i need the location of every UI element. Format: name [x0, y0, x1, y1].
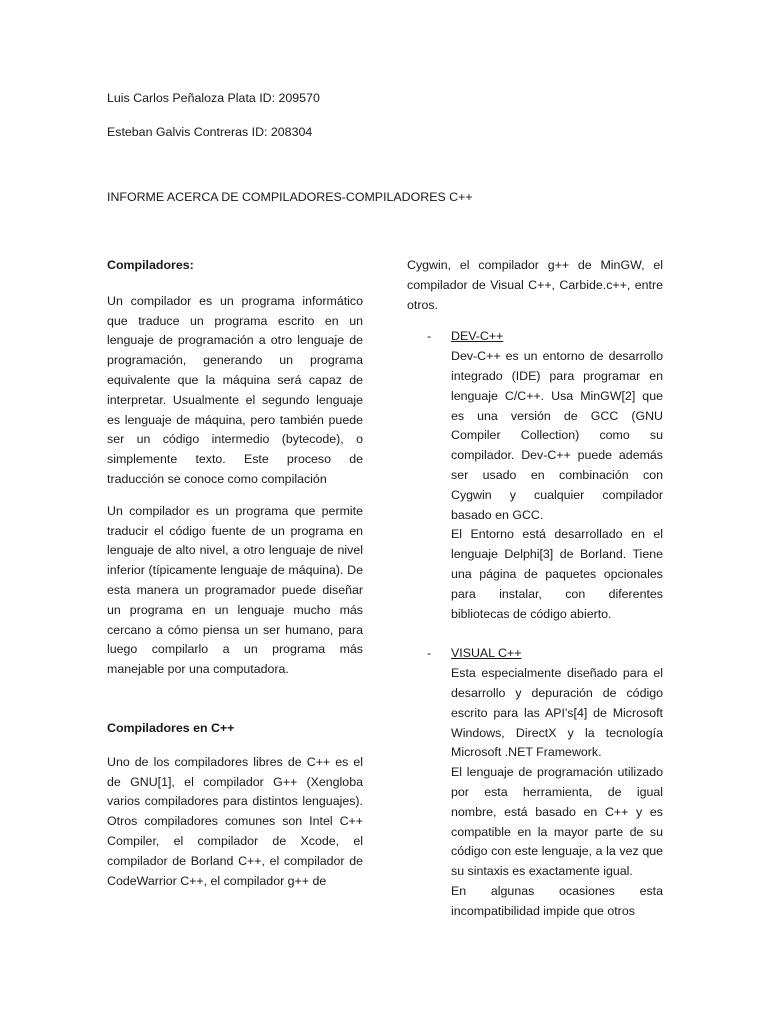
devcpp-text-2: El Entorno está desarrollado en el lenguaje Delphi[3] de Borland. Tiene una página de paquetes opcionales para instalar, con diferentes bibliotecas de código abierto. — [451, 527, 663, 621]
list-item-devcpp — [407, 327, 663, 624]
author-2: Esteban Galvis Contreras ID: 208304 — [107, 125, 313, 139]
paragraph-explanation: Un compilador es un programa que permite traducir el código fuente de un programa en lenguaje de alto nivel, a otro lenguaje de nivel inferior (típicamente lenguaje de máquina). De esta manera un programador puede diseñar un programa en un lenguaje mucho más cercano a cómo piensa un ser humano, para luego compilarlo a un programa más manejable por una computadora. — [107, 503, 363, 677]
bullet-dash: - — [427, 329, 432, 344]
left-column — [107, 256, 363, 903]
devcpp-title: DEV-C++ — [451, 329, 504, 344]
visualcpp-text-1: Esta especialmente diseñado para el desarrollo y depuración de código escrito para las API's[4] de Microsoft Windows, DirectX y la tecnología Microsoft .NET Framework. — [451, 666, 663, 760]
document-title: INFORME ACERCA DE COMPILADORES-COMPILADORES C++ — [107, 190, 473, 204]
list-item-visualcpp — [407, 644, 663, 921]
paragraph-definition: Un compilador es un programa informático que traduce un programa escrito en un lenguaje de programación a otro lenguaje de programación, generando un programa equivalente que la máquina será capaz de interpretar. Usualmente el segundo lenguaje es lenguaje de máquina, pero también puede ser un código intermedio (bytecode), o simplemente texto. Este proceso de traducción se conoce como compilación — [107, 293, 363, 486]
paragraph-continuation: Cygwin, el compilador g++ de MinGW, el compilador de Visual C++, Carbide.c++, entre otros. — [407, 258, 663, 312]
visualcpp-text-2: El lenguaje de programación utilizado por esta herramienta, de igual nombre, está basado en C++ y es compatible en la mayor parte de su código con este lenguaje, a la vez que su sintaxis es exactamente igual. — [451, 765, 663, 879]
heading-compiladores: Compiladores: — [107, 258, 194, 272]
right-column — [407, 256, 663, 922]
heading-compiladores-cpp: Compiladores en C++ — [107, 720, 235, 735]
paragraph-cpp-compilers: Uno de los compiladores libres de C++ es el de GNU[1], el compilador G++ (Xengloba varios compiladores para distintos lenguajes). Otros compiladores comunes son Intel C++ Compiler, el compilador de Xcode, el compilador de Borland C++, el compilador de CodeWarrior C++, el compilador g++ de — [107, 754, 363, 888]
bullet-dash: - — [427, 646, 432, 661]
devcpp-text-1: Dev-C++ es un entorno de desarrollo integrado (IDE) para programar en lenguaje C/C++. Usa MinGW[2] que es una versión de GCC (GNU Compiler Collection) como su compilador. Dev-C++ puede además ser usado en combinación con Cygwin y cualquier compilador basado en GCC. — [451, 349, 663, 522]
author-1: Luis Carlos Peñaloza Plata ID: 209570 — [107, 91, 320, 105]
visualcpp-text-3: En algunas ocasiones esta incompatibilidad impide que otros — [451, 883, 663, 918]
visualcpp-title: VISUAL C++ — [451, 646, 522, 661]
